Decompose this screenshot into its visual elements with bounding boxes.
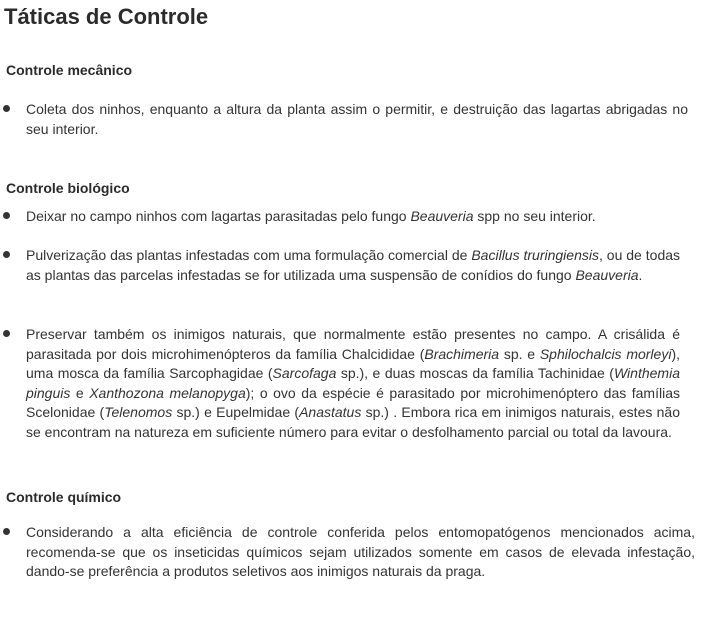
bullet-icon <box>3 528 10 535</box>
bullet-icon <box>3 105 10 112</box>
section-heading-biologico: Controle biológico <box>6 180 130 196</box>
bullet-icon <box>3 212 10 219</box>
bullet-text: Preservar também os inimigos naturais, que normalmente estão presentes no campo. A crisálida é parasitada por dois microhimenópteros da família Chalcididae (Brachimeria sp. e Sphilochalcis morleyi), uma mosca da família Sarcophagidae (Sarcofaga sp.), e duas moscas da família Tachinidae (Winthemia pinguis e Xanthozona melanopyga); o ovo da espécie é parasitado por microhimenóptero das famílias Scelonidae (Telenomos sp.) e Eupelmidae (Anastatus sp.) . Embora rica em inimigos naturais, estes não se encontram na natureza em suficiente número para evitar o desfolhamento parcial ou total da lavoura. <box>26 326 681 440</box>
bullet-text: Coleta dos ninhos, enquanto a altura da planta assim o permitir, e destruição das lagartas abrigadas no seu interior. <box>26 101 688 137</box>
bullet-text: Pulverização das plantas infestadas com uma formulação comercial de Bacillus truringiensis, ou de todas as plantas das parcelas infestadas se for utilizada uma suspensão de conídios do fungo Beauveria. <box>26 247 681 283</box>
section-heading-mecanico: Controle mecânico <box>6 62 133 78</box>
bullet-text: Deixar no campo ninhos com lagartas parasitadas pelo fungo Beauveria spp no seu interior. <box>26 208 596 224</box>
section-heading-quimico: Controle químico <box>6 489 122 505</box>
bullet-icon <box>3 330 10 337</box>
page-title: Táticas de Controle <box>4 4 209 29</box>
bullet-icon <box>3 251 10 258</box>
bullet-text: Considerando a alta eficiência de controle conferida pelos entomopatógenos mencionados acima, recomenda-se que os inseticidas químicos sejam utilizados somente em casos de elevada infestação, dando-se preferência a produtos seletivos aos inimigos naturais da praga. <box>26 524 695 579</box>
